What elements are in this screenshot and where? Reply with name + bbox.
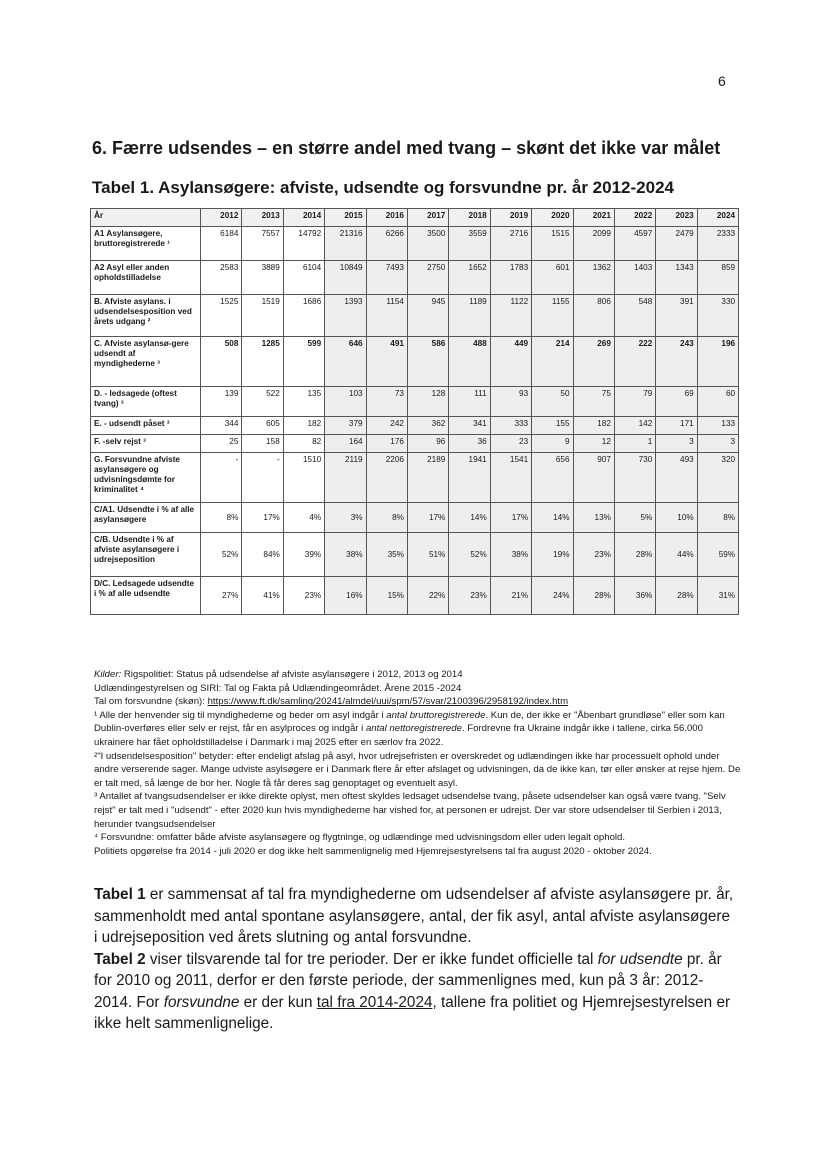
footnote-1-a: ¹ Alle der henvender sig til myndighederne og beder om asyl indgår i [94,709,387,721]
row-label: D. - ledsagede (oftest tvang) ³ [91,387,201,417]
cell-value: 23 [490,435,531,453]
cell-value: 196 [697,337,738,387]
cell-value: 52% [201,533,242,577]
cell-value: 28% [573,577,614,615]
table-body [91,227,739,615]
cell-value: 22% [407,577,448,615]
p2-text-c: er der kun [239,993,317,1011]
cell-value: 14% [532,503,573,533]
cell-value: 135 [283,387,324,417]
row-label: A2 Asyl eller anden opholdstilladelse [91,261,201,295]
cell-value: 2750 [407,261,448,295]
cell-value: 341 [449,417,490,435]
footnote-1-c: . Kun de, der ikke er "Åbenbart grundløse" eller som kan Dublin-overføres eller selv er rejst, får en asylproces og indgår i [94,709,725,735]
source-link[interactable]: https://www.ft.dk/samling/20241/almdel/uui/spm/57/svar/2100396/2958192/index.htm [207,696,569,708]
cell-value: 1525 [201,295,242,337]
cell-value: 31% [697,577,738,615]
cell-value: 1783 [490,261,531,295]
cell-value: 1285 [242,337,283,387]
cell-value: 23% [573,533,614,577]
row-label: G. Forsvundne afviste asylansøgere og udvisningsdømte for kriminalitet ⁴ [91,453,201,503]
cell-value: 2716 [490,227,531,261]
cell-value: 5% [614,503,655,533]
p1-bold: Tabel 1 [94,886,146,903]
source-line-1 [94,668,744,682]
cell-value: 2479 [656,227,697,261]
cell-value: 859 [697,261,738,295]
p2-underline: tal fra 2014-2024 [316,993,433,1011]
cell-value: 1519 [242,295,283,337]
cell-value: 806 [573,295,614,337]
cell-value: 21% [490,577,531,615]
row-label: D/C. Ledsagede udsendte i % af alle udsendte [91,577,201,615]
paragraph-1 [94,884,734,949]
cell-value: 164 [325,435,366,453]
asylum-table [90,208,739,615]
year-header-2016: 2016 [366,209,407,227]
cell-value: 1652 [449,261,490,295]
cell-value: 4597 [614,227,655,261]
cell-value: 51% [407,533,448,577]
cell-value: 16% [325,577,366,615]
cell-value: 1189 [449,295,490,337]
p2-italic: for udsendte [597,950,683,968]
cell-value: 17% [407,503,448,533]
cell-value: 8% [366,503,407,533]
year-header-2012: 2012 [201,209,242,227]
year-header-2022: 2022 [614,209,655,227]
cell-value: 176 [366,435,407,453]
cell-value: 243 [656,337,697,387]
cell-value: 128 [407,387,448,417]
cell-value: 2189 [407,453,448,503]
footnote-2: ²"I udsendelsesposition" betyder: efter endeligt afslag på asyl, hvor udrejsefristen er overskredet og udlændingen ikke har processuelt ophold under andre verserende sager. Mange udviste asylsøgere er i Danmark flere år efter afslaget og udvisningen, da de ikke kan, tør eller ønsker at rejse hjem. De er talt med, så længe de bor her. Nogle få får deres sag genoptaget og eventuelt asyl. [94,750,741,789]
year-header-2019: 2019 [490,209,531,227]
cell-value: 75 [573,387,614,417]
cell-value: 214 [532,337,573,387]
cell-value: 59% [697,533,738,577]
cell-value: 2206 [366,453,407,503]
table-row [91,417,739,435]
cell-value: 6104 [283,261,324,295]
cell-value: 1393 [325,295,366,337]
table-row [91,387,739,417]
table-row [91,453,739,503]
table-row [91,503,739,533]
cell-value: 41% [242,577,283,615]
cell-value: 69 [656,387,697,417]
cell-value: 50 [532,387,573,417]
cell-value: 28% [614,533,655,577]
cell-value: 4% [283,503,324,533]
source-label: Kilder: [94,669,122,680]
cell-value: 242 [366,417,407,435]
table-row [91,227,739,261]
row-label: A1 Asylansøgere, bruttoregistrerede ¹ [91,227,201,261]
cell-value: 24% [532,577,573,615]
cell-value: 27% [201,577,242,615]
cell-value: 52% [449,533,490,577]
section-heading: 6. Færre udsendes – en større andel med tvang – skønt det ikke var målet [92,138,721,158]
footnote-1 [94,709,744,750]
cell-value: 93 [490,387,531,417]
cell-value: 15% [366,577,407,615]
cell-value: 171 [656,417,697,435]
cell-value: 36% [614,577,655,615]
cell-value: 28% [656,577,697,615]
cell-value: 333 [490,417,531,435]
cell-value: 344 [201,417,242,435]
cell-value: 488 [449,337,490,387]
cell-value: 17% [490,503,531,533]
cell-value: 35% [366,533,407,577]
cell-value: 21316 [325,227,366,261]
table-row [91,295,739,337]
cell-value: 656 [532,453,573,503]
cell-value: 82 [283,435,324,453]
footnote-1-b: antal bruttoregistrerede [386,709,486,721]
source-3-prefix: Tal om forsvundne (skøn): [94,696,208,708]
source-line-2: Udlændingestyrelsen og SIRI: Tal og Fakta på Udlændingeområdet. Årene 2015 -2024 [94,682,462,694]
cell-value: 158 [242,435,283,453]
row-label: F. -selv rejst ³ [91,435,201,453]
cell-value: 79 [614,387,655,417]
cell-value: 39% [283,533,324,577]
cell-value: 3889 [242,261,283,295]
source-line-3 [94,695,744,709]
cell-value: 449 [490,337,531,387]
cell-value: 7493 [366,261,407,295]
cell-value: - [201,453,242,503]
table-title: Tabel 1. Asylansøgere: afviste, udsendte og forsvundne pr. år 2012-2024 [92,178,674,197]
cell-value: 6266 [366,227,407,261]
p1-text: er sammensat af tal fra myndighederne om udsendelser af afviste asylansøgere pr. år, sammenholdt med antal spontane asylansøgere, antal, der fik asyl, antal afviste asylansøgere i udrejseposition ved årets slutning og antal forsvundne. [94,886,734,946]
footnotes [94,668,744,858]
row-label: C/B. Udsendte i % af afviste asylansøgere i udrejseposition [91,533,201,577]
cell-value: 103 [325,387,366,417]
cell-value: 155 [532,417,573,435]
year-header-2017: 2017 [407,209,448,227]
cell-value: 36 [449,435,490,453]
cell-value: 182 [283,417,324,435]
cell-value: 601 [532,261,573,295]
cell-value: 3 [697,435,738,453]
cell-value: 9 [532,435,573,453]
row-label: C/A1. Udsendte i % af alle asylansøgere [91,503,201,533]
cell-value: 222 [614,337,655,387]
body-text [94,884,734,1035]
cell-value: 646 [325,337,366,387]
cell-value: 493 [656,453,697,503]
footnote-4a: ⁴ Forsvundne: omfatter både afviste asylansøgere og flygtninge, og udlændinge med udvisningsdom eller uden legalt ophold. [94,832,626,844]
cell-value: 522 [242,387,283,417]
cell-value: 1155 [532,295,573,337]
cell-value: 19% [532,533,573,577]
cell-value: 1 [614,435,655,453]
cell-value: 330 [697,295,738,337]
footnote-3: ³ Antallet af tvangsudsendelser er ikke direkte oplyst, men oftest skyldes ledsaget udsendelse tvang, påsete udsendelser kan også være tvang. "Selv rejst" er talt med i "udsendt" - efter 2020 kun hvis myndighederne har vished for, at personen er udrejst. Der var store udsendelser til Serbien i 2013, herunder tvangsudsendelser [94,791,726,830]
footnote-1-d: antal nettoregistrerede [365,723,462,735]
row-label: C. Afviste asylansø-gere udsendt af myndighederne ³ [91,337,201,387]
cell-value: 84% [242,533,283,577]
cell-value: 60 [697,387,738,417]
cell-value: 2333 [697,227,738,261]
cell-value: 605 [242,417,283,435]
cell-value: 907 [573,453,614,503]
cell-value: 1343 [656,261,697,295]
cell-value: 2583 [201,261,242,295]
cell-value: 391 [656,295,697,337]
p2-italic-2: forsvundne [163,993,240,1011]
cell-value: 1122 [490,295,531,337]
cell-value: 139 [201,387,242,417]
cell-value: 3559 [449,227,490,261]
row-label: B. Afviste asylans. i udsendelsesposition ved årets udgang ² [91,295,201,337]
cell-value: 3% [325,503,366,533]
cell-value: 548 [614,295,655,337]
cell-value: 142 [614,417,655,435]
cell-value: 945 [407,295,448,337]
cell-value: 14% [449,503,490,533]
table-row [91,577,739,615]
cell-value: 10849 [325,261,366,295]
table-row [91,435,739,453]
cell-value: 3 [656,435,697,453]
cell-value: 269 [573,337,614,387]
cell-value: 3500 [407,227,448,261]
cell-value: 1510 [283,453,324,503]
cell-value: 599 [283,337,324,387]
cell-value: 730 [614,453,655,503]
cell-value: 10% [656,503,697,533]
cell-value: 8% [201,503,242,533]
cell-value: 133 [697,417,738,435]
cell-value: 320 [697,453,738,503]
cell-value: 73 [366,387,407,417]
p2-text-d: , tallene fra politiet og Hjemrejsestyrelsen er ikke helt sammenlignelige. [94,993,731,1032]
cell-value: 491 [366,337,407,387]
cell-value: 12 [573,435,614,453]
paragraph-2 [94,949,734,1035]
p2-text-b: pr. år for 2010 og 2011, derfor er den første periode, der sammenlignes med, kun på 3 år: 2012-2014. For [94,950,722,1011]
cell-value: 111 [449,387,490,417]
source-1: Rigspolitiet: Status på udsendelse af afviste asylansøgere i 2012, 2013 og 2014 [121,669,463,680]
cell-value: 1515 [532,227,573,261]
cell-value: 1686 [283,295,324,337]
table-row [91,533,739,577]
cell-value: 25 [201,435,242,453]
year-header-2013: 2013 [242,209,283,227]
row-label: E. - udsendt påset ³ [91,417,201,435]
cell-value: 586 [407,337,448,387]
cell-value: - [242,453,283,503]
cell-value: 7557 [242,227,283,261]
cell-value: 23% [449,577,490,615]
year-header: År [91,209,201,227]
p2-text-a: viser tilsvarende tal for tre perioder. Der er ikke fundet officielle tal [145,950,598,968]
p2-bold: Tabel 2 [94,950,146,968]
cell-value: 23% [283,577,324,615]
year-header-2015: 2015 [325,209,366,227]
page-number: 6 [718,73,726,89]
cell-value: 38% [490,533,531,577]
year-header-2024: 2024 [697,209,738,227]
cell-value: 38% [325,533,366,577]
year-header-2014: 2014 [283,209,324,227]
cell-value: 362 [407,417,448,435]
cell-value: 1154 [366,295,407,337]
cell-value: 1362 [573,261,614,295]
cell-value: 96 [407,435,448,453]
footnote-4b: Politiets opgørelse fra 2014 - juli 2020 er dog ikke helt sammenlignelig med Hjemrejsestyrelsens tal fra august 2020 - oktober 2024. [94,845,652,857]
cell-value: 6184 [201,227,242,261]
table-row [91,337,739,387]
cell-value: 17% [242,503,283,533]
year-header-2020: 2020 [532,209,573,227]
cell-value: 1541 [490,453,531,503]
cell-value: 508 [201,337,242,387]
cell-value: 14792 [283,227,324,261]
cell-value: 8% [697,503,738,533]
cell-value: 1941 [449,453,490,503]
table-header-row [91,209,739,227]
cell-value: 2119 [325,453,366,503]
cell-value: 1403 [614,261,655,295]
cell-value: 2099 [573,227,614,261]
cell-value: 379 [325,417,366,435]
cell-value: 13% [573,503,614,533]
year-header-2021: 2021 [573,209,614,227]
cell-value: 182 [573,417,614,435]
year-header-2018: 2018 [449,209,490,227]
cell-value: 44% [656,533,697,577]
footnote-1-e: . Fordrevne fra Ukraine indgår ikke i tallene, cirka 56.000 ukrainere har fået opholdstilladelse i Danmark i maj 2025 efter en særlov fra 2022. [94,723,703,748]
year-header-2023: 2023 [656,209,697,227]
table-row [91,261,739,295]
